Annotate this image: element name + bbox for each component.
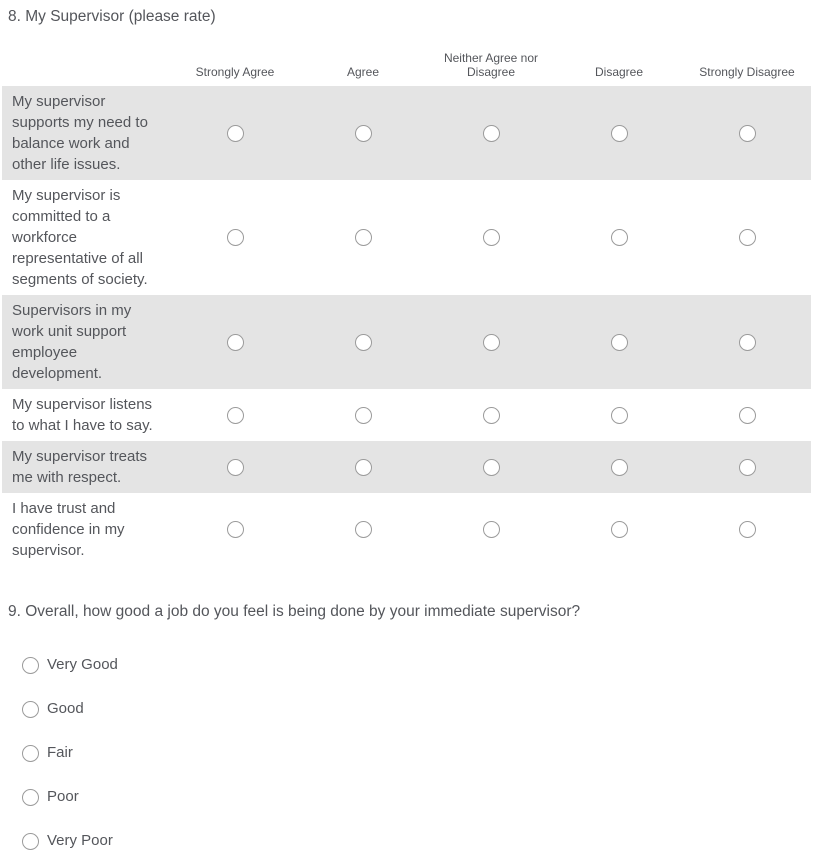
- matrix-cell: [427, 334, 555, 351]
- radio-button[interactable]: [227, 459, 244, 476]
- matrix-cell: [555, 407, 683, 424]
- radio-button[interactable]: [483, 125, 500, 142]
- matrix-cell: [555, 459, 683, 476]
- matrix-cell: [427, 407, 555, 424]
- matrix-cell: [427, 521, 555, 538]
- matrix-row-label: I have trust and confidence in my supervisor.: [12, 500, 125, 559]
- radio-button[interactable]: [611, 407, 628, 424]
- radio-button[interactable]: [483, 459, 500, 476]
- column-header-agree: Agree: [346, 65, 380, 79]
- option-label: Fair: [47, 744, 73, 761]
- radio-button[interactable]: [739, 521, 756, 538]
- radio-button[interactable]: [739, 459, 756, 476]
- matrix-cell: [171, 459, 299, 476]
- matrix-cell: [299, 459, 427, 476]
- answer-option-poor[interactable]: [22, 788, 825, 806]
- matrix-cell: [171, 521, 299, 538]
- matrix-cell: [683, 334, 811, 351]
- matrix-cell: [299, 521, 427, 538]
- radio-button[interactable]: [739, 334, 756, 351]
- matrix-row-label: My supervisor listens to what I have to say.: [12, 396, 153, 434]
- option-label: Good: [47, 700, 84, 717]
- radio-button[interactable]: [483, 229, 500, 246]
- matrix-row-label: My supervisor supports my need to balance work and other life issues.: [12, 93, 148, 173]
- radio-button[interactable]: [483, 521, 500, 538]
- radio-button[interactable]: [483, 334, 500, 351]
- question-8-title: 8. My Supervisor (please rate): [8, 8, 216, 25]
- answer-option-fair[interactable]: [22, 744, 825, 762]
- matrix-cell: [171, 407, 299, 424]
- answer-option-good[interactable]: [22, 700, 825, 718]
- radio-button[interactable]: [355, 407, 372, 424]
- option-label: Poor: [47, 788, 79, 805]
- matrix-cell: [299, 229, 427, 246]
- radio-button[interactable]: [739, 125, 756, 142]
- column-header-disagree: Disagree: [594, 65, 644, 79]
- column-header-strongly-agree: Strongly Agree: [195, 65, 275, 79]
- radio-button[interactable]: [355, 521, 372, 538]
- radio-button[interactable]: [227, 229, 244, 246]
- column-header-strongly-disagree: Strongly Disagree: [699, 65, 795, 79]
- matrix-cell: [427, 229, 555, 246]
- matrix-cell: [683, 125, 811, 142]
- answer-option-very-poor[interactable]: [22, 832, 825, 850]
- radio-button[interactable]: [355, 459, 372, 476]
- radio-button[interactable]: [22, 833, 39, 850]
- option-label: Very Good: [47, 656, 118, 673]
- matrix-cell: [299, 125, 427, 142]
- matrix-cell: [171, 334, 299, 351]
- radio-button[interactable]: [611, 459, 628, 476]
- radio-button[interactable]: [611, 125, 628, 142]
- radio-button[interactable]: [611, 521, 628, 538]
- question-9-options: [22, 656, 825, 850]
- radio-button[interactable]: [22, 657, 39, 674]
- matrix-row-label: My supervisor is committed to a workforce representative of all segments of society.: [12, 187, 148, 288]
- matrix-row-label: My supervisor treats me with respect.: [12, 448, 148, 486]
- radio-button[interactable]: [355, 229, 372, 246]
- matrix-cell: [427, 125, 555, 142]
- matrix-cell: [683, 407, 811, 424]
- matrix-cell: [555, 229, 683, 246]
- matrix-row-label: Supervisors in my work unit support employee development.: [12, 302, 132, 382]
- matrix-cell: [683, 459, 811, 476]
- radio-button[interactable]: [611, 334, 628, 351]
- matrix-row: [2, 86, 811, 180]
- radio-button[interactable]: [22, 745, 39, 762]
- matrix-row: [2, 493, 811, 566]
- matrix-cell: [683, 521, 811, 538]
- radio-button[interactable]: [483, 407, 500, 424]
- option-label: Very Poor: [47, 832, 113, 849]
- matrix-cell: [299, 334, 427, 351]
- question-9-title: 9. Overall, how good a job do you feel is being done by your immediate supervisor?: [8, 603, 581, 620]
- radio-button[interactable]: [355, 125, 372, 142]
- radio-button[interactable]: [22, 789, 39, 806]
- matrix-cell: [555, 125, 683, 142]
- answer-option-very-good[interactable]: [22, 656, 825, 674]
- radio-button[interactable]: [22, 701, 39, 718]
- radio-button[interactable]: [355, 334, 372, 351]
- matrix-cell: [171, 229, 299, 246]
- matrix-header-row: [2, 27, 811, 86]
- matrix-cell: [171, 125, 299, 142]
- matrix-row: [2, 441, 811, 493]
- matrix-cell: [427, 459, 555, 476]
- matrix-cell: [555, 334, 683, 351]
- matrix-row: [2, 389, 811, 441]
- radio-button[interactable]: [227, 334, 244, 351]
- matrix-cell: [683, 229, 811, 246]
- radio-button[interactable]: [611, 229, 628, 246]
- matrix-row: [2, 295, 811, 389]
- radio-button[interactable]: [227, 407, 244, 424]
- radio-button[interactable]: [227, 521, 244, 538]
- radio-button[interactable]: [739, 229, 756, 246]
- radio-button[interactable]: [739, 407, 756, 424]
- matrix-row: [2, 180, 811, 295]
- radio-button[interactable]: [227, 125, 244, 142]
- matrix-cell: [555, 521, 683, 538]
- column-header-neither: Neither Agree nor Disagree: [443, 51, 539, 79]
- matrix-cell: [299, 407, 427, 424]
- rating-matrix: [2, 27, 811, 566]
